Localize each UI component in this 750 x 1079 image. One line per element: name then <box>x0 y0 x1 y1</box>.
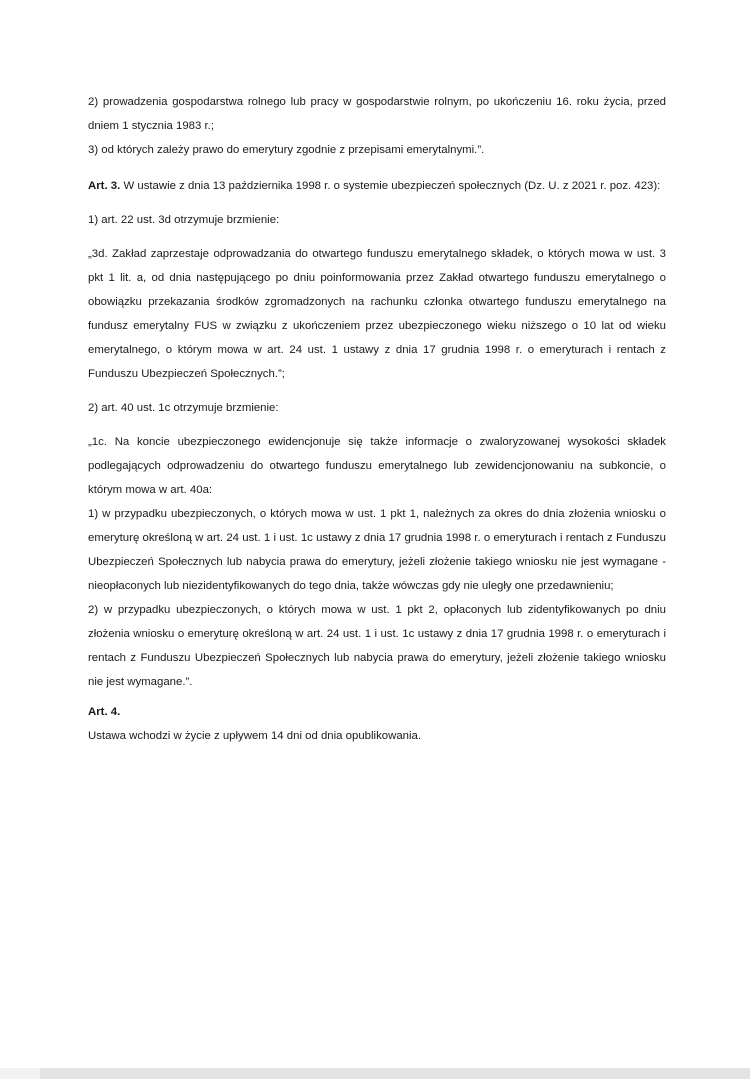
document-body <box>88 90 666 748</box>
article-3-paragraph <box>88 174 666 198</box>
bottom-status-strip <box>0 1068 750 1079</box>
article-3-label: Art. 3. <box>88 180 121 192</box>
quoted-provision-3d: „3d. Zakład zaprzestaje odprowadzania do otwartego funduszu emerytalnego składek, o których mowa w ust. 3 pkt 1 lit. a, od dnia następującego po dniu poinformowania przez Zakład otwartego funduszu emerytalnego o obowiązku przekazania środków zgromadzonych na rachunku członka otwartego funduszu emerytalnego na fundusz emerytalny FUS w związku z ukończeniem przez ubezpieczonego wieku niższego o 10 lat od wieku emerytalnego, o którym mowa w art. 24 ust. 1 ustawy z dnia 17 grudnia 1998 r. o emeryturach i rentach z Funduszu Ubezpieczeń Społecznych.”; <box>88 248 666 380</box>
article-3-text: W ustawie z dnia 13 października 1998 r. o systemie ubezpieczeń społecznych (Dz. U. z 2021 r. poz. 423): <box>120 180 661 192</box>
quoted-provision-1c: „1c. Na koncie ubezpieczonego ewidencjonuje się także informacje o zwaloryzowanej wysokości składek podlegających odprowadzeniu do otwartego funduszu emerytalnego lub zewidencjonowaniu na subkoncie, o którym mowa w art. 40a: <box>88 436 666 496</box>
article-4-label: Art. 4. <box>88 706 121 718</box>
paragraph-item-3-pension-right: 3) od których zależy prawo do emerytury zgodnie z przepisami emerytalnymi.”. <box>88 144 485 156</box>
amendment-point-2: 2) art. 40 ust. 1c otrzymuje brzmienie: <box>88 402 279 414</box>
bottom-strip-left <box>0 1068 40 1079</box>
article-4-text: Ustawa wchodzi w życie z upływem 14 dni od dnia opublikowania. <box>88 730 422 742</box>
provision-1c-item-1: 1) w przypadku ubezpieczonych, o których mowa w ust. 1 pkt 1, należnych za okres do dnia złożenia wniosku o emeryturę określoną w art. 24 ust. 1 i ust. 1c ustawy z dnia 17 grudnia 1998 r. o emeryturach i rentach z Funduszu Ubezpieczeń Społecznych lub nabycia prawa do emerytury, jeżeli złożenie takiego wniosku nie jest wymagane - nieopłaconych lub niezidentyfikowanych do tego dnia, także wówczas gdy nie uległy one przedawnieniu; <box>88 508 666 592</box>
paragraph-item-2-farming: 2) prowadzenia gospodarstwa rolnego lub pracy w gospodarstwie rolnym, po ukończeniu 16. roku życia, przed dniem 1 stycznia 1983 r.; <box>88 96 666 132</box>
amendment-point-1: 1) art. 22 ust. 3d otrzymuje brzmienie: <box>88 214 280 226</box>
provision-1c-item-2: 2) w przypadku ubezpieczonych, o których mowa w ust. 1 pkt 2, opłaconych lub zidentyfikowanych po dniu złożenia wniosku o emeryturę określoną w art. 24 ust. 1 i ust. 1c ustawy z dnia 17 grudnia 1998 r. o emeryturach i rentach z Funduszu Ubezpieczeń Społecznych lub nabycia prawa do emerytury, jeżeli złożenie takiego wniosku nie jest wymagane.”. <box>88 604 666 688</box>
